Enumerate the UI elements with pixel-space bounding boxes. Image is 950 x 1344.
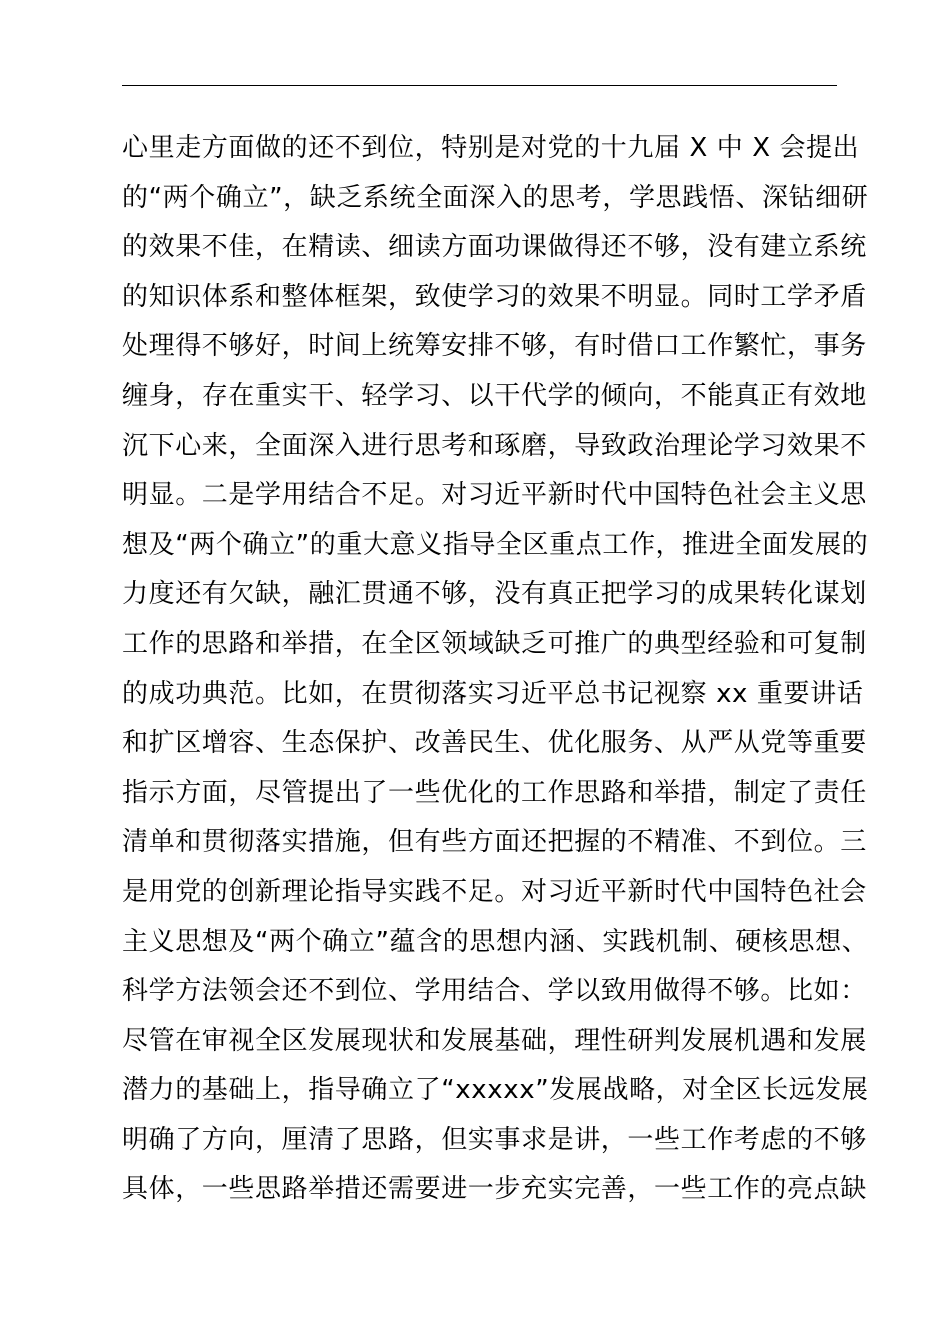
text-line: 是用党的创新理论指导实践不足。对习近平新时代中国特色社会 (122, 876, 867, 907)
text-line: 缠身，存在重实干、轻学习、以干代学的倾向，不能真正有效地 (122, 380, 867, 411)
text-line: 指示方面，尽管提出了一些优化的工作思路和举措，制定了责任 (122, 777, 867, 808)
text-line: 的“两个确立”，缺乏系统全面深入的思考，学思践悟、深钻细研 (122, 182, 869, 213)
header-rule (122, 85, 837, 86)
text-line: 的知识体系和整体框架，致使学习的效果不明显。同时工学矛盾 (122, 281, 867, 312)
text-line: 尽管在审视全区发展现状和发展基础，理性研判发展机遇和发展 (122, 1025, 867, 1056)
text-line: 明确了方向，厘清了思路，但实事求是讲，一些工作考虑的不够 (122, 1124, 867, 1155)
text-line: 主义思想及“两个确立”蕴含的思想内涵、实践机制、硬核思想、 (122, 926, 869, 957)
text-line: 的成功典范。比如，在贯彻落实习近平总书记视察 xx 重要讲话 (122, 678, 864, 709)
text-line: 和扩区增容、生态保护、改善民生、优化服务、从严从党等重要 (122, 728, 867, 759)
text-line: 沉下心来，全面深入进行思考和琢磨，导致政治理论学习效果不 (122, 430, 867, 461)
text-line: 明显。二是学用结合不足。对习近平新时代中国特色社会主义思 (122, 480, 867, 511)
text-line: 心里走方面做的还不到位，特别是对党的十九届 X 中 X 会提出 (122, 133, 860, 163)
text-line: 力度还有欠缺，融汇贯通不够，没有真正把学习的成果转化谋划 (122, 579, 867, 610)
text-line: 的效果不佳，在精读、细读方面功课做得还不够，没有建立系统 (122, 232, 867, 263)
text-line: 清单和贯彻落实措施，但有些方面还把握的不精准、不到位。三 (122, 827, 867, 858)
text-line: 处理得不够好，时间上统筹安排不够，有时借口工作繁忙，事务 (122, 331, 867, 362)
text-line: 工作的思路和举措，在全区领域缺乏可推广的典型经验和可复制 (122, 628, 867, 659)
text-line: 科学方法领会还不到位、学用结合、学以致用做得不够。比如： (122, 976, 867, 1007)
text-line: 想及“两个确立”的重大意义指导全区重点工作，推进全面发展的 (122, 529, 869, 560)
text-line: 潜力的基础上，指导确立了“xxxxx”发展战略，对全区长远发展 (122, 1075, 869, 1106)
body-paragraph (122, 124, 869, 1215)
text-line: 具体，一些思路举措还需要进一步充实完善，一些工作的亮点缺 (122, 1174, 867, 1205)
